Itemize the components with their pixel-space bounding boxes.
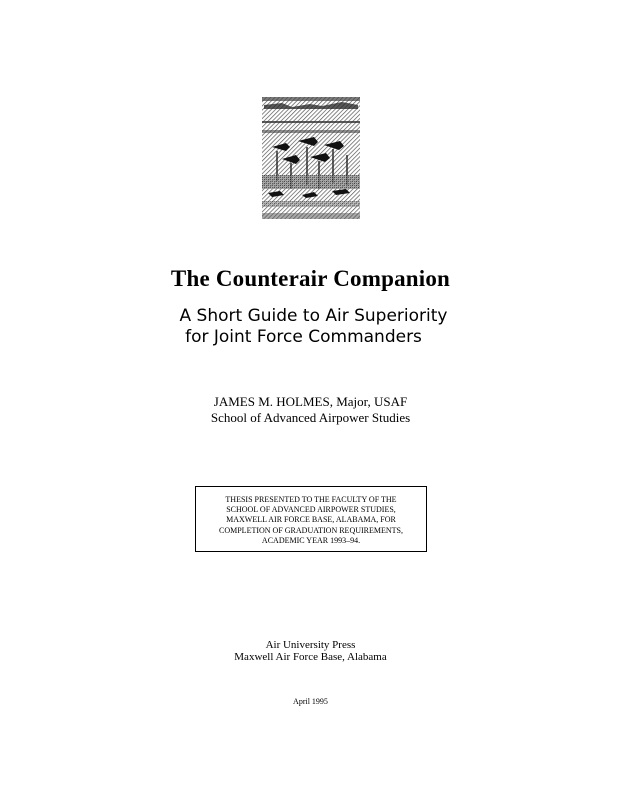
thesis-statement-box	[195, 486, 427, 552]
author-name: JAMES M. HOLMES, Major, USAF	[213, 394, 408, 409]
cover-illustration	[262, 97, 360, 219]
subtitle-line-1: A Short Guide to Air Superiority	[179, 306, 448, 326]
book-title: The Counterair Companion	[170, 266, 451, 291]
thesis-line: SCHOOL OF ADVANCED AIRPOWER STUDIES,	[226, 505, 396, 515]
thesis-line: COMPLETION OF GRADUATION REQUIREMENTS,	[219, 525, 403, 535]
subtitle-line-2: for Joint Force Commanders	[185, 327, 422, 347]
publisher-name: Air University Press	[265, 639, 356, 651]
author-school: School of Advanced Airpower Studies	[210, 410, 411, 425]
thesis-line: THESIS PRESENTED TO THE FACULTY OF THE	[225, 495, 397, 504]
publication-date: April 1995	[293, 697, 328, 706]
thesis-line: MAXWELL AIR FORCE BASE, ALABAMA, FOR	[226, 515, 396, 525]
thesis-line: ACADEMIC YEAR 1993–94.	[261, 535, 361, 545]
publisher-location: Maxwell Air Force Base, Alabama	[234, 651, 387, 663]
